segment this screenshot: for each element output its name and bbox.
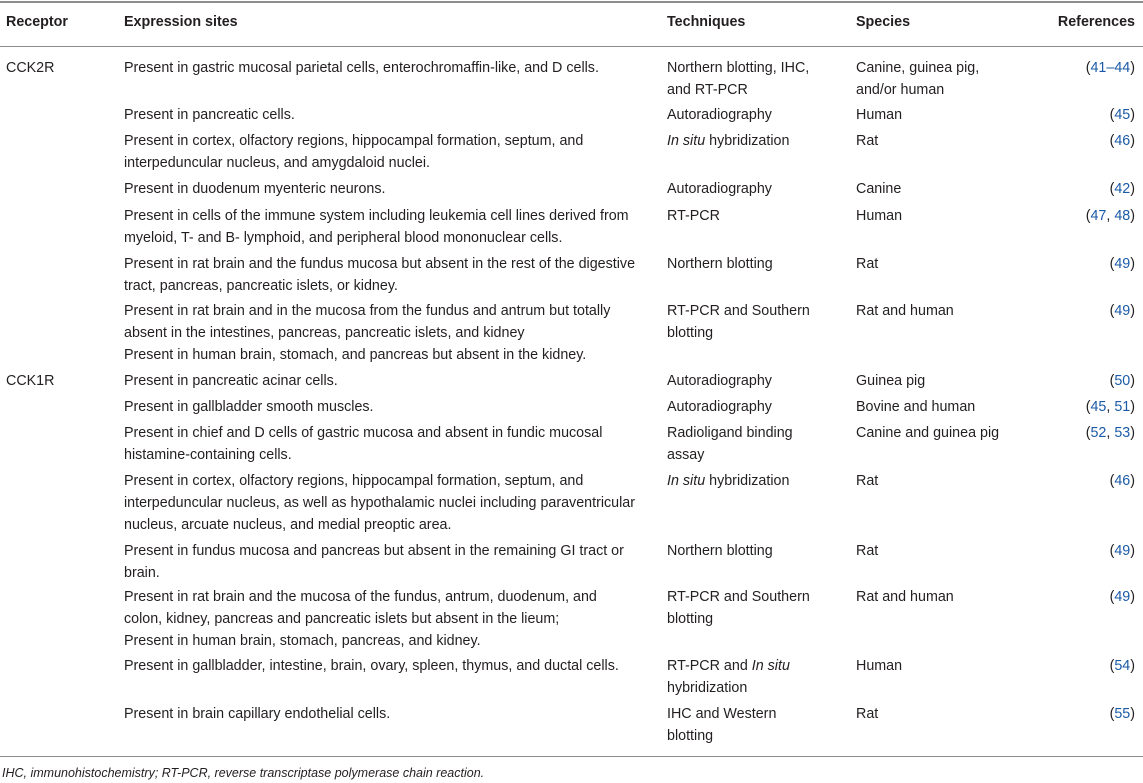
reference-link[interactable]: 46 [1114, 133, 1131, 149]
expression-sites-cell: Present in pancreatic cells. [124, 107, 295, 123]
reference-link[interactable]: 46 [1114, 473, 1131, 489]
species-cell: Rat [856, 473, 879, 489]
expression-sites-cell: Present in cortex, olfactory regions, hippocampal formation, septum, and interpeduncular nucleus, and amygdaloid nuclei. [124, 133, 584, 171]
references-cell: (46) [1109, 473, 1135, 489]
species-cell: Human [856, 658, 903, 674]
expression-sites-cell: Present in rat brain and in the mucosa from the fundus and antrum but totally absent in the intestines, pancreas, pancreatic islets, and kidney Present in human brain, stomach, and pancreas but absent in the kidney. [124, 303, 611, 363]
expression-sites-cell: Present in rat brain and the fundus mucosa but absent in the rest of the digestive tract, pancreas, pancreatic islets, or kidney. [124, 256, 636, 294]
species-cell: Rat [856, 706, 879, 722]
references-cell: (50) [1109, 373, 1135, 389]
expression-sites-cell: Present in gallbladder, intestine, brain, ovary, spleen, thymus, and ductal cells. [124, 658, 619, 674]
references-cell: (42) [1109, 181, 1135, 197]
header-expression-sites: Expression sites [124, 14, 238, 30]
techniques-cell: Northern blotting, IHC, and RT-PCR [667, 60, 810, 98]
species-cell: Rat and human [856, 303, 954, 319]
expression-sites-cell: Present in duodenum myenteric neurons. [124, 181, 386, 197]
techniques-cell: Northern blotting [667, 543, 773, 559]
expression-sites-cell: Present in pancreatic acinar cells. [124, 373, 338, 389]
techniques-cell: Northern blotting [667, 256, 773, 272]
expression-sites-cell: Present in brain capillary endothelial cells. [124, 706, 391, 722]
techniques-cell: RT-PCR and Southern blotting [667, 589, 810, 627]
table-footnote: IHC, immunohistochemistry; RT-PCR, reverse transcriptase polymerase chain reaction. [2, 766, 485, 780]
species-cell: Human [856, 107, 903, 123]
reference-link[interactable]: 49 [1114, 256, 1131, 272]
table-top-rule [0, 1, 1143, 3]
techniques-cell: In situ hybridization [667, 473, 790, 489]
reference-link[interactable]: 52 [1090, 425, 1107, 441]
references-cell: (55) [1109, 706, 1135, 722]
species-cell: Rat [856, 543, 879, 559]
reference-link[interactable]: 45 [1090, 399, 1107, 415]
reference-link[interactable]: 53 [1114, 425, 1131, 441]
species-cell: Rat and human [856, 589, 954, 605]
techniques-cell: Autoradiography [667, 399, 772, 415]
reference-link[interactable]: 51 [1114, 399, 1131, 415]
techniques-cell: RT-PCR and Southern blotting [667, 303, 810, 341]
references-cell: (52, 53) [1085, 425, 1135, 441]
header-techniques: Techniques [667, 14, 746, 30]
reference-link[interactable]: 48 [1114, 208, 1131, 224]
reference-link[interactable]: 55 [1114, 706, 1131, 722]
techniques-cell: Autoradiography [667, 107, 772, 123]
techniques-cell: RT-PCR and In situ hybridization [667, 658, 790, 696]
species-cell: Rat [856, 133, 879, 149]
references-cell: (54) [1109, 658, 1135, 674]
reference-link[interactable]: 49 [1114, 589, 1131, 605]
header-species: Species [856, 14, 911, 30]
reference-link[interactable]: 50 [1114, 373, 1131, 389]
reference-link[interactable]: 42 [1114, 181, 1131, 197]
table-bottom-rule [0, 756, 1143, 757]
techniques-cell: Radioligand binding assay [667, 425, 793, 463]
expression-sites-cell: Present in rat brain and the mucosa of the fundus, antrum, duodenum, and colon, kidney, pancreas and pancreatic islets but absent in the lieum; Present in human brain, stomach, pancreas, and kidney. [124, 589, 597, 649]
techniques-cell: RT-PCR [667, 208, 720, 224]
reference-link[interactable]: 49 [1114, 543, 1131, 559]
reference-link[interactable]: 45 [1114, 107, 1131, 123]
reference-link[interactable]: 54 [1114, 658, 1131, 674]
reference-link[interactable]: 47 [1090, 208, 1107, 224]
reference-link[interactable]: 49 [1114, 303, 1131, 319]
species-cell: Bovine and human [856, 399, 976, 415]
references-cell: (49) [1109, 543, 1135, 559]
references-cell: (49) [1109, 589, 1135, 605]
expression-sites-cell: Present in fundus mucosa and pancreas but absent in the remaining GI tract or brain. [124, 543, 624, 581]
species-cell: Guinea pig [856, 373, 926, 389]
table-header-rule [0, 46, 1143, 47]
techniques-cell: Autoradiography [667, 373, 772, 389]
species-cell: Canine and guinea pig [856, 425, 1000, 441]
expression-sites-cell: Present in cortex, olfactory regions, hippocampal formation, septum, and interpeduncular nucleus, as well as hypothalamic nuclei including paraventricular nucleus, arcuate nucleus, and medial preoptic area. [124, 473, 636, 533]
header-references: References [1057, 14, 1135, 30]
references-cell: (49) [1109, 303, 1135, 319]
references-cell: (45, 51) [1085, 399, 1135, 415]
techniques-cell: Autoradiography [667, 181, 772, 197]
references-cell: (46) [1109, 133, 1135, 149]
expression-sites-cell: Present in gastric mucosal parietal cells, enterochromaffin-like, and D cells. [124, 60, 599, 76]
references-cell: (47, 48) [1085, 208, 1135, 224]
expression-sites-cell: Present in cells of the immune system including leukemia cell lines derived from myeloid, T- and B- lymphoid, and peripheral blood mononuclear cells. [124, 208, 629, 246]
receptor-cell: CCK1R [6, 373, 55, 389]
references-cell: (45) [1109, 107, 1135, 123]
reference-link[interactable]: 41–44 [1090, 60, 1131, 76]
techniques-cell: IHC and Western blotting [667, 706, 777, 744]
references-cell: (49) [1109, 256, 1135, 272]
expression-sites-cell: Present in chief and D cells of gastric mucosa and absent in fundic mucosal histamine-containing cells. [124, 425, 603, 463]
expression-sites-cell: Present in gallbladder smooth muscles. [124, 399, 374, 415]
header-receptor: Receptor [6, 14, 68, 30]
species-cell: Human [856, 208, 903, 224]
references-cell: (41–44) [1085, 60, 1135, 76]
species-cell: Canine, guinea pig, and/or human [856, 60, 980, 98]
receptor-cell: CCK2R [6, 60, 55, 76]
species-cell: Canine [856, 181, 902, 197]
techniques-cell: In situ hybridization [667, 133, 790, 149]
species-cell: Rat [856, 256, 879, 272]
